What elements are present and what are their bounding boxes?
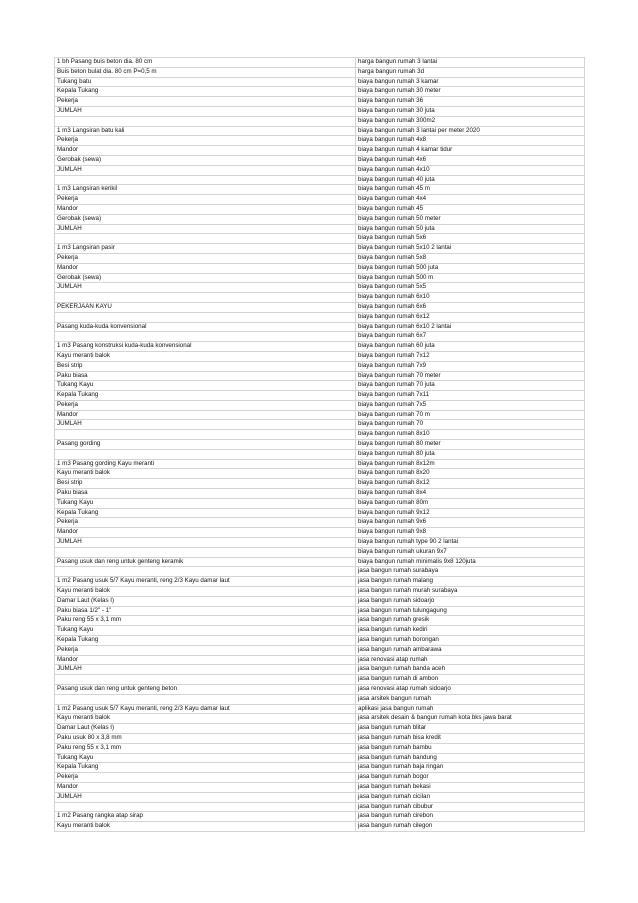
item-cell: Buis beton bulat dia. 80 cm P=0,5 m xyxy=(55,67,356,77)
item-cell: 1 m3 Langsiran pasir xyxy=(55,244,356,254)
table-row xyxy=(55,665,585,675)
keyword-cell: biaya bangun rumah 80m xyxy=(356,498,585,508)
table-row xyxy=(55,175,585,185)
item-cell: Paku reng 55 x 3,1 mm xyxy=(55,616,356,626)
item-cell xyxy=(55,312,356,322)
keyword-cell: aplikasi jasa bangun rumah xyxy=(356,704,585,714)
item-cell: JUMLAH xyxy=(55,224,356,234)
item-cell: Kepala Tukang xyxy=(55,87,356,97)
table-row xyxy=(55,361,585,371)
table-row xyxy=(55,410,585,420)
keyword-cell: biaya bangun rumah 8x12 xyxy=(356,479,585,489)
table-row xyxy=(55,626,585,636)
keyword-cell: jasa bangun rumah cicilan xyxy=(356,792,585,802)
keyword-cell: harga bangun rumah 3 lantai xyxy=(356,58,585,68)
table-row xyxy=(55,273,585,283)
item-cell: Tukang Kayu xyxy=(55,626,356,636)
table-row xyxy=(55,87,585,97)
table-row xyxy=(55,753,585,763)
item-cell: 1 m2 Pasang usuk 5/7 Kayu meranti, reng 2/3 Kayu damar laut xyxy=(55,577,356,587)
table-row xyxy=(55,136,585,146)
table-row xyxy=(55,822,585,832)
table-row xyxy=(55,165,585,175)
item-cell: 1 m3 Langsiran batu kali xyxy=(55,126,356,136)
table-row xyxy=(55,557,585,567)
item-cell: Pasang kuda-kuda konvensional xyxy=(55,322,356,332)
item-cell: Mandor xyxy=(55,655,356,665)
table-row xyxy=(55,567,585,577)
item-cell: JUMLAH xyxy=(55,283,356,293)
item-cell: Kayu meranti balok xyxy=(55,469,356,479)
keyword-cell: biaya bangun rumah 40 juta xyxy=(356,175,585,185)
table-row xyxy=(55,508,585,518)
table-row xyxy=(55,97,585,107)
table-row xyxy=(55,234,585,244)
keyword-cell: jasa bangun rumah baja ringan xyxy=(356,763,585,773)
item-cell: 1 bh Pasang buis beton dia. 80 cm xyxy=(55,58,356,68)
table-row xyxy=(55,587,585,597)
table-row xyxy=(55,332,585,342)
item-cell: Damar Laut (Kelas I) xyxy=(55,596,356,606)
keyword-cell: biaya bangun rumah 8x4 xyxy=(356,489,585,499)
item-cell xyxy=(55,175,356,185)
item-cell xyxy=(55,332,356,342)
keyword-cell: biaya bangun rumah 6x6 xyxy=(356,302,585,312)
table-row xyxy=(55,489,585,499)
item-cell xyxy=(55,802,356,812)
item-cell: Tukang Kayu xyxy=(55,381,356,391)
table-row xyxy=(55,675,585,685)
table-row xyxy=(55,518,585,528)
item-cell: Tukang Kayu xyxy=(55,498,356,508)
keyword-cell: biaya bangun rumah 5x8 xyxy=(356,253,585,263)
keyword-cell: biaya bangun rumah type 90 2 lantai xyxy=(356,538,585,548)
item-cell: Paku biasa xyxy=(55,371,356,381)
table-row xyxy=(55,430,585,440)
keyword-cell: jasa bangun rumah bisa kredit xyxy=(356,733,585,743)
item-cell: Pekerja xyxy=(55,136,356,146)
table-row xyxy=(55,449,585,459)
table-row xyxy=(55,381,585,391)
table-row xyxy=(55,645,585,655)
item-cell: Mandor xyxy=(55,146,356,156)
keyword-cell: biaya bangun rumah 9x12 xyxy=(356,508,585,518)
table-row xyxy=(55,704,585,714)
keyword-cell: jasa renovasi atap rumah sidoarjo xyxy=(356,685,585,695)
keyword-cell: biaya bangun rumah 8x10 xyxy=(356,430,585,440)
keyword-cell: biaya bangun rumah 7x11 xyxy=(356,391,585,401)
keyword-cell: biaya bangun rumah 7x9 xyxy=(356,361,585,371)
item-cell: Pekerja xyxy=(55,253,356,263)
table-row xyxy=(55,244,585,254)
table-row xyxy=(55,77,585,87)
item-cell: PEKERJAAN KAYU xyxy=(55,302,356,312)
keyword-cell: biaya bangun rumah 3 lantai per meter 2020 xyxy=(356,126,585,136)
item-cell: Mandor xyxy=(55,263,356,273)
keyword-cell: biaya bangun rumah 7x5 xyxy=(356,400,585,410)
table-row xyxy=(55,342,585,352)
keyword-cell: biaya bangun rumah 50 meter xyxy=(356,214,585,224)
keyword-cell: biaya bangun rumah 4x6 xyxy=(356,155,585,165)
keyword-cell: biaya bangun rumah 8x20 xyxy=(356,469,585,479)
keyword-cell: biaya bangun rumah 7x12 xyxy=(356,351,585,361)
item-cell: Besi strip xyxy=(55,479,356,489)
table-row xyxy=(55,782,585,792)
keyword-cell: biaya bangun rumah 45 m xyxy=(356,185,585,195)
item-cell: Tukang batu xyxy=(55,77,356,87)
table-row xyxy=(55,263,585,273)
table-row xyxy=(55,420,585,430)
table-row xyxy=(55,58,585,68)
item-cell: Kepala Tukang xyxy=(55,763,356,773)
keyword-cell: biaya bangun rumah 9x8 xyxy=(356,528,585,538)
item-cell xyxy=(55,430,356,440)
item-cell: Paku biasa 1/2" - 1" xyxy=(55,606,356,616)
table-row xyxy=(55,733,585,743)
item-cell: Pekerja xyxy=(55,97,356,107)
item-cell xyxy=(55,449,356,459)
table-row xyxy=(55,773,585,783)
item-cell xyxy=(55,234,356,244)
keyword-cell: jasa bangun rumah bekasi xyxy=(356,782,585,792)
table-row xyxy=(55,763,585,773)
keyword-cell: jasa bangun rumah sidoarjo xyxy=(356,596,585,606)
table-row xyxy=(55,155,585,165)
keyword-cell: biaya bangun rumah 5x10 2 lantai xyxy=(356,244,585,254)
item-cell: Damar Laut (Kelas I) xyxy=(55,724,356,734)
keyword-cell: jasa bangun rumah cirebon xyxy=(356,812,585,822)
table-row xyxy=(55,126,585,136)
table-row xyxy=(55,371,585,381)
table-row xyxy=(55,312,585,322)
item-cell: JUMLAH xyxy=(55,538,356,548)
table-row xyxy=(55,802,585,812)
item-cell: Besi strip xyxy=(55,361,356,371)
item-cell: Mandor xyxy=(55,410,356,420)
item-cell xyxy=(55,116,356,126)
keyword-cell: jasa bangun rumah tulungagung xyxy=(356,606,585,616)
table-row xyxy=(55,302,585,312)
item-cell: Pasang usuk dan reng untuk genteng beton xyxy=(55,685,356,695)
item-cell: 1 m2 Pasang rangka atap sirap xyxy=(55,812,356,822)
keyword-cell: jasa bangun rumah borongan xyxy=(356,636,585,646)
item-cell: Pekerja xyxy=(55,400,356,410)
keyword-cell: jasa bangun rumah ambarawa xyxy=(356,645,585,655)
item-cell xyxy=(55,547,356,557)
keyword-cell: jasa bangun rumah bandung xyxy=(356,753,585,763)
item-cell: JUMLAH xyxy=(55,792,356,802)
keyword-cell: jasa bangun rumah gresik xyxy=(356,616,585,626)
item-cell: Tukang Kayu xyxy=(55,753,356,763)
table-row xyxy=(55,606,585,616)
table-row xyxy=(55,528,585,538)
keyword-cell: biaya bangun rumah 6x7 xyxy=(356,332,585,342)
table-row xyxy=(55,283,585,293)
table-row xyxy=(55,185,585,195)
keyword-cell: biaya bangun rumah minimalis 9x8 120juta xyxy=(356,557,585,567)
table-row xyxy=(55,538,585,548)
item-cell: Paku usuk 80 x 3,8 mm xyxy=(55,733,356,743)
table-row xyxy=(55,469,585,479)
item-cell: Kayu meranti balok xyxy=(55,822,356,832)
item-cell: JUMLAH xyxy=(55,420,356,430)
table-row xyxy=(55,547,585,557)
keyword-cell: jasa bangun rumah banda aceh xyxy=(356,665,585,675)
keyword-cell: harga bangun rumah 3d xyxy=(356,67,585,77)
keyword-cell: biaya bangun rumah 36 xyxy=(356,97,585,107)
keyword-cell: biaya bangun rumah 45 xyxy=(356,204,585,214)
item-cell: Pasang gording xyxy=(55,440,356,450)
keyword-cell: biaya bangun rumah 30 meter xyxy=(356,87,585,97)
keyword-cell: jasa arsitek desain & bangun rumah kota bks jawa barat xyxy=(356,714,585,724)
table-row xyxy=(55,812,585,822)
item-cell: Pekerja xyxy=(55,645,356,655)
item-cell: Kayu meranti balok xyxy=(55,714,356,724)
keyword-cell: jasa bangun rumah murah surabaya xyxy=(356,587,585,597)
table-row xyxy=(55,195,585,205)
keyword-cell: jasa bangun rumah blitar xyxy=(356,724,585,734)
keyword-cell: jasa bangun rumah malang xyxy=(356,577,585,587)
table-row xyxy=(55,498,585,508)
item-cell: Pasang usuk dan reng untuk genteng keramik xyxy=(55,557,356,567)
keyword-cell: biaya bangun rumah 80 juta xyxy=(356,449,585,459)
keyword-cell: biaya bangun rumah 500 juta xyxy=(356,263,585,273)
keyword-cell: biaya bangun rumah 4 kamar tidur xyxy=(356,146,585,156)
keyword-cell: biaya bangun rumah 300m2 xyxy=(356,116,585,126)
item-cell: Paku reng 55 x 3,1 mm xyxy=(55,743,356,753)
keyword-cell: jasa bangun rumah kediri xyxy=(356,626,585,636)
item-cell: Pekerja xyxy=(55,518,356,528)
keyword-cell: biaya bangun rumah 4x4 xyxy=(356,195,585,205)
table-row xyxy=(55,636,585,646)
item-cell: Kepala Tukang xyxy=(55,508,356,518)
item-cell: Kepala Tukang xyxy=(55,391,356,401)
table-row xyxy=(55,146,585,156)
table-row xyxy=(55,293,585,303)
item-cell: Kayu meranti balok xyxy=(55,351,356,361)
item-cell: JUMLAH xyxy=(55,665,356,675)
table-row xyxy=(55,616,585,626)
keyword-cell: jasa bangun rumah bambu xyxy=(356,743,585,753)
table-row xyxy=(55,685,585,695)
keyword-cell: jasa bangun rumah cilegon xyxy=(356,822,585,832)
keyword-cell: jasa bangun rumah bogor xyxy=(356,773,585,783)
table-row xyxy=(55,596,585,606)
keyword-cell: biaya bangun rumah 4x10 xyxy=(356,165,585,175)
item-cell xyxy=(55,694,356,704)
keyword-cell: biaya bangun rumah 70 xyxy=(356,420,585,430)
document-page xyxy=(54,57,584,832)
table-row xyxy=(55,440,585,450)
keyword-cell: jasa bangun rumah cibubur xyxy=(356,802,585,812)
keyword-cell: biaya bangun rumah 5x6 xyxy=(356,234,585,244)
table-row xyxy=(55,224,585,234)
table-row xyxy=(55,391,585,401)
table-row xyxy=(55,743,585,753)
item-cell: Mandor xyxy=(55,782,356,792)
item-cell: Mandor xyxy=(55,204,356,214)
keyword-cell: biaya bangun rumah 6x10 xyxy=(356,293,585,303)
table-row xyxy=(55,694,585,704)
table-row xyxy=(55,116,585,126)
table-row xyxy=(55,479,585,489)
keyword-cell: biaya bangun rumah 6x12 xyxy=(356,312,585,322)
item-cell xyxy=(55,293,356,303)
keyword-cell: biaya bangun rumah 80 meter xyxy=(356,440,585,450)
keyword-cell: biaya bangun rumah 70 m xyxy=(356,410,585,420)
price-table xyxy=(54,57,585,832)
item-cell: Mandor xyxy=(55,528,356,538)
item-cell: 1 m3 Pasang konstruksi kuda-kuda konvensional xyxy=(55,342,356,352)
table-row xyxy=(55,204,585,214)
table-row xyxy=(55,577,585,587)
table-row xyxy=(55,67,585,77)
price-table-body xyxy=(55,58,585,832)
keyword-cell: jasa renovasi atap rumah xyxy=(356,655,585,665)
keyword-cell: biaya bangun rumah 30 juta xyxy=(356,106,585,116)
keyword-cell: biaya bangun rumah 500 m xyxy=(356,273,585,283)
item-cell: Gerobak (sewa) xyxy=(55,214,356,224)
keyword-cell: biaya bangun rumah 8x12m xyxy=(356,459,585,469)
keyword-cell: biaya bangun rumah 70 meter xyxy=(356,371,585,381)
table-row xyxy=(55,400,585,410)
item-cell: Kayu meranti balok xyxy=(55,587,356,597)
item-cell xyxy=(55,567,356,577)
table-row xyxy=(55,724,585,734)
keyword-cell: biaya bangun rumah ukuran 9x7 xyxy=(356,547,585,557)
keyword-cell: biaya bangun rumah 4x8 xyxy=(356,136,585,146)
keyword-cell: biaya bangun rumah 3 kamar xyxy=(356,77,585,87)
item-cell: Pekerja xyxy=(55,195,356,205)
item-cell: JUMLAH xyxy=(55,165,356,175)
keyword-cell: jasa bangun rumah di ambon xyxy=(356,675,585,685)
item-cell: 1 m3 Langsiran kerikil xyxy=(55,185,356,195)
table-row xyxy=(55,322,585,332)
item-cell: JUMLAH xyxy=(55,106,356,116)
table-row xyxy=(55,459,585,469)
keyword-cell: biaya bangun rumah 6x10 2 lantai xyxy=(356,322,585,332)
item-cell: Gerobak (sewa) xyxy=(55,273,356,283)
table-row xyxy=(55,714,585,724)
table-row xyxy=(55,253,585,263)
keyword-cell: biaya bangun rumah 50 juta xyxy=(356,224,585,234)
item-cell xyxy=(55,675,356,685)
table-row xyxy=(55,792,585,802)
item-cell: 1 m2 Pasang usuk 5/7 Kayu meranti, reng 2/3 Kayu damar laut xyxy=(55,704,356,714)
item-cell: Paku biasa xyxy=(55,489,356,499)
keyword-cell: biaya bangun rumah 9x6 xyxy=(356,518,585,528)
keyword-cell: biaya bangun rumah 60 juta xyxy=(356,342,585,352)
keyword-cell: jasa bangun rumah surabaya xyxy=(356,567,585,577)
item-cell: Gerobak (sewa) xyxy=(55,155,356,165)
keyword-cell: biaya bangun rumah 5x5 xyxy=(356,283,585,293)
keyword-cell: jasa arsitek bangun rumah xyxy=(356,694,585,704)
item-cell: 1 m3 Pasang gording Kayu meranti xyxy=(55,459,356,469)
table-row xyxy=(55,351,585,361)
table-row xyxy=(55,214,585,224)
keyword-cell: biaya bangun rumah 70 juta xyxy=(356,381,585,391)
table-row xyxy=(55,106,585,116)
item-cell: Kepala Tukang xyxy=(55,636,356,646)
item-cell: Pekerja xyxy=(55,773,356,783)
table-row xyxy=(55,655,585,665)
